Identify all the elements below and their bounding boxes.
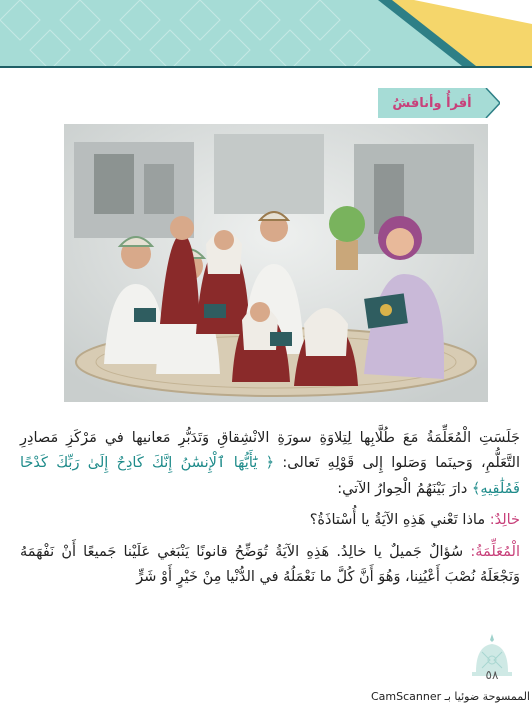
quran-verse: ﴿ يَٰٓأَيُّهَا ٱلْإِنسَٰنُ إِنَّكَ كَادِحٌ إِلَىٰ رَبِّكَ كَدْحًا فَمُلَٰقِيهِ﴾ bbox=[20, 455, 520, 497]
dialogue-text: ماذا تَعْني هَذِهِ الآيَةُ يا أُسْتاذَةُ؟ bbox=[309, 512, 490, 529]
dialogue-line bbox=[20, 508, 520, 533]
intro-text-after-verse: دارَ بَيْنَهُمُ الْحِوارُ الآتي: bbox=[337, 480, 472, 497]
intro-paragraph bbox=[20, 426, 520, 502]
dialogue-text: سُؤالٌ جَميلٌ يا خالِدُ. هَذِهِ الآيَةُ تُوَضِّحُ قانونًا يَنْبَغي عَلَيْنا جَميعًا أَنْ نَفْهَمَهُ وَنَجْعَلَهُ نُصْبَ أَعْيُنِنا، وَهُوَ أَنَّ كُلَّ ما نَعْمَلُهُ في الدُّنْيا مِنْ خَيْرٍ أَوْ شَرٍّ bbox=[20, 543, 520, 585]
intro-text-before-verse: جَلَسَتِ الْمُعَلِّمَةُ مَعَ طُلَّابِها لِتِلاوَةِ سورَةِ الانْشِقاقِ وَتَدَبُّرِ مَعانيها في مَرْكَزِ مَصادِرِ التَّعَلُّمِ، وَحينَما وَصَلوا إِلى قَوْلِهِ تَعالى: bbox=[20, 430, 521, 472]
dialogue-line bbox=[20, 540, 520, 591]
scanner-note: الممسوحة ضوئيا بـ CamScanner bbox=[370, 690, 530, 703]
section-tab bbox=[378, 88, 500, 118]
lesson-illustration bbox=[64, 124, 488, 402]
section-tab-label: أقرأُ وأناقشُ bbox=[392, 95, 472, 111]
page-number: ٥٨ bbox=[485, 668, 499, 682]
lesson-passage bbox=[20, 426, 520, 596]
speaker-name: خالِدٌ: bbox=[489, 512, 520, 529]
header-band bbox=[0, 0, 532, 70]
speaker-name: الْمُعَلِّمَةُ: bbox=[470, 543, 520, 560]
